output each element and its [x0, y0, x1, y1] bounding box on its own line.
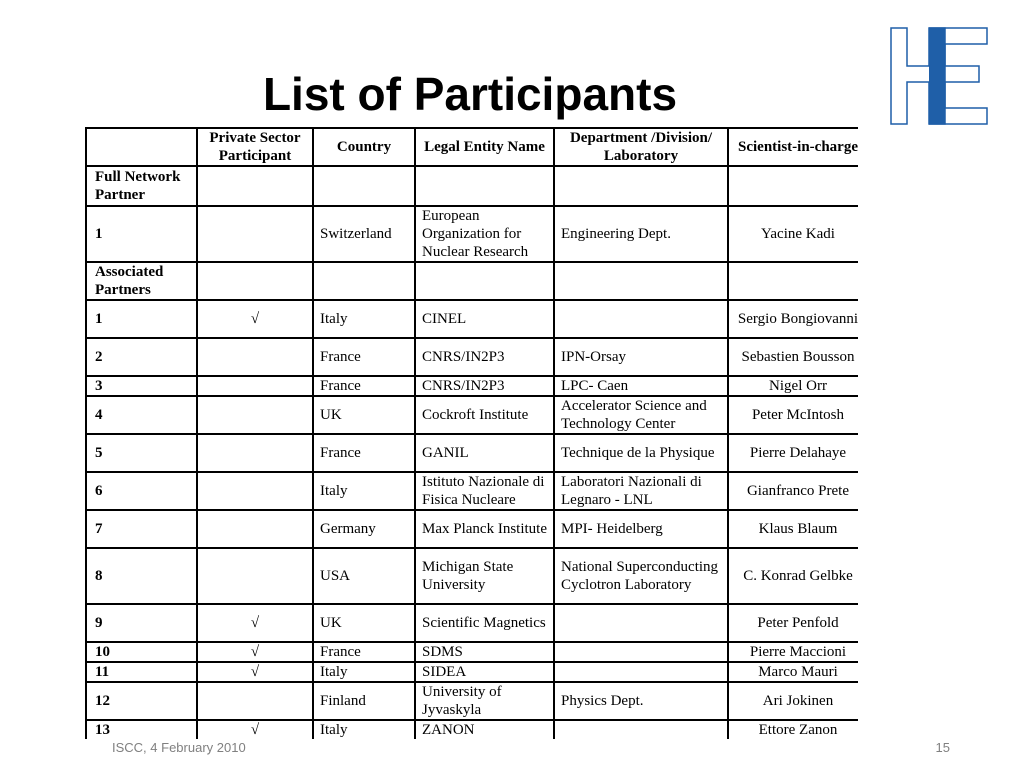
row-number: 1 [86, 300, 197, 338]
section-label: Associated Partners [86, 262, 197, 300]
he-logo [889, 26, 989, 126]
private-sector-cell [197, 206, 313, 262]
table-row [86, 472, 858, 510]
entity-cell: GANIL [415, 434, 554, 472]
country-cell: Italy [313, 472, 415, 510]
entity-cell: Max Planck Institute [415, 510, 554, 548]
entity-cell: CINEL [415, 300, 554, 338]
scientist-cell: Pierre Maccioni [728, 642, 858, 662]
private-sector-cell [197, 472, 313, 510]
department-cell: Technique de la Physique [554, 434, 728, 472]
country-cell: USA [313, 548, 415, 604]
table-row [86, 662, 858, 682]
country-cell: France [313, 642, 415, 662]
entity-cell: Scientific Magnetics [415, 604, 554, 642]
country-cell: Italy [313, 300, 415, 338]
department-cell: Accelerator Science and Technology Center [554, 396, 728, 434]
header-legal-entity: Legal Entity Name [415, 128, 554, 166]
table-row [86, 604, 858, 642]
row-number: 13 [86, 720, 197, 739]
row-number: 6 [86, 472, 197, 510]
row-number: 9 [86, 604, 197, 642]
table-row [86, 720, 858, 739]
slide-number: 15 [935, 740, 950, 755]
scientist-cell: Klaus Blaum [728, 510, 858, 548]
header-num [86, 128, 197, 166]
private-sector-cell: √ [197, 300, 313, 338]
table-row [86, 642, 858, 662]
row-number: 11 [86, 662, 197, 682]
private-sector-cell [197, 376, 313, 396]
private-sector-cell [197, 510, 313, 548]
scientist-cell: Peter Penfold [728, 604, 858, 642]
country-cell: France [313, 376, 415, 396]
private-sector-cell: √ [197, 604, 313, 642]
entity-cell: Cockroft Institute [415, 396, 554, 434]
section-row [86, 262, 858, 300]
row-number: 7 [86, 510, 197, 548]
table-row [86, 206, 858, 262]
department-cell [554, 604, 728, 642]
table-row [86, 300, 858, 338]
private-sector-cell [197, 396, 313, 434]
entity-cell: CNRS/IN2P3 [415, 376, 554, 396]
scientist-cell: Pierre Delahaye [728, 434, 858, 472]
entity-cell: University of Jyvaskyla [415, 682, 554, 720]
entity-cell: Istituto Nazionale di Fisica Nucleare [415, 472, 554, 510]
scientist-cell: C. Konrad Gelbke [728, 548, 858, 604]
scientist-cell: Sebastien Bousson [728, 338, 858, 376]
department-cell: National Superconducting Cyclotron Laboratory [554, 548, 728, 604]
slide-title: List of Participants [262, 68, 678, 120]
private-sector-cell: √ [197, 642, 313, 662]
scientist-cell: Yacine Kadi [728, 206, 858, 262]
table-row [86, 396, 858, 434]
department-cell: Laboratori Nazionali di Legnaro - LNL [554, 472, 728, 510]
country-cell: UK [313, 604, 415, 642]
row-number: 1 [86, 206, 197, 262]
country-cell: France [313, 434, 415, 472]
entity-cell: ZANON [415, 720, 554, 739]
section-row [86, 166, 858, 206]
department-cell [554, 300, 728, 338]
department-cell: MPI- Heidelberg [554, 510, 728, 548]
country-cell: Germany [313, 510, 415, 548]
entity-cell: CNRS/IN2P3 [415, 338, 554, 376]
row-number: 2 [86, 338, 197, 376]
country-cell: France [313, 338, 415, 376]
department-cell: Physics Dept. [554, 682, 728, 720]
row-number: 4 [86, 396, 197, 434]
department-cell [554, 642, 728, 662]
entity-cell: European Organization for Nuclear Research [415, 206, 554, 262]
scientist-cell: Ettore Zanon [728, 720, 858, 739]
country-cell: UK [313, 396, 415, 434]
scientist-cell: Nigel Orr [728, 376, 858, 396]
private-sector-cell: √ [197, 720, 313, 739]
scientist-cell: Marco Mauri [728, 662, 858, 682]
table-row [86, 434, 858, 472]
header-country: Country [313, 128, 415, 166]
private-sector-cell [197, 682, 313, 720]
country-cell: Italy [313, 720, 415, 739]
entity-cell: SDMS [415, 642, 554, 662]
private-sector-cell [197, 434, 313, 472]
department-cell: LPC- Caen [554, 376, 728, 396]
participants-table [85, 127, 858, 739]
private-sector-cell: √ [197, 662, 313, 682]
row-number: 8 [86, 548, 197, 604]
table-row [86, 682, 858, 720]
footer-event-date: ISCC, 4 February 2010 [112, 740, 246, 755]
row-number: 12 [86, 682, 197, 720]
private-sector-cell [197, 338, 313, 376]
department-cell: Engineering Dept. [554, 206, 728, 262]
scientist-cell: Sergio Bongiovanni [728, 300, 858, 338]
row-number: 5 [86, 434, 197, 472]
scientist-cell: Peter McIntosh [728, 396, 858, 434]
table-row [86, 548, 858, 604]
section-label: Full Network Partner [86, 166, 197, 206]
department-cell [554, 720, 728, 739]
table-header-row [86, 128, 858, 166]
scientist-cell: Ari Jokinen [728, 682, 858, 720]
header-private-sector: Private Sector Participant [197, 128, 313, 166]
header-scientist: Scientist-in-charge [728, 128, 858, 166]
private-sector-cell [197, 548, 313, 604]
entity-cell: SIDEA [415, 662, 554, 682]
scientist-cell: Gianfranco Prete [728, 472, 858, 510]
row-number: 3 [86, 376, 197, 396]
department-cell: IPN-Orsay [554, 338, 728, 376]
department-cell [554, 662, 728, 682]
country-cell: Switzerland [313, 206, 415, 262]
country-cell: Italy [313, 662, 415, 682]
participants-table-container [85, 127, 858, 739]
header-department: Department /Division/ Laboratory [554, 128, 728, 166]
row-number: 10 [86, 642, 197, 662]
country-cell: Finland [313, 682, 415, 720]
table-row [86, 510, 858, 548]
table-row [86, 376, 858, 396]
entity-cell: Michigan State University [415, 548, 554, 604]
table-row [86, 338, 858, 376]
